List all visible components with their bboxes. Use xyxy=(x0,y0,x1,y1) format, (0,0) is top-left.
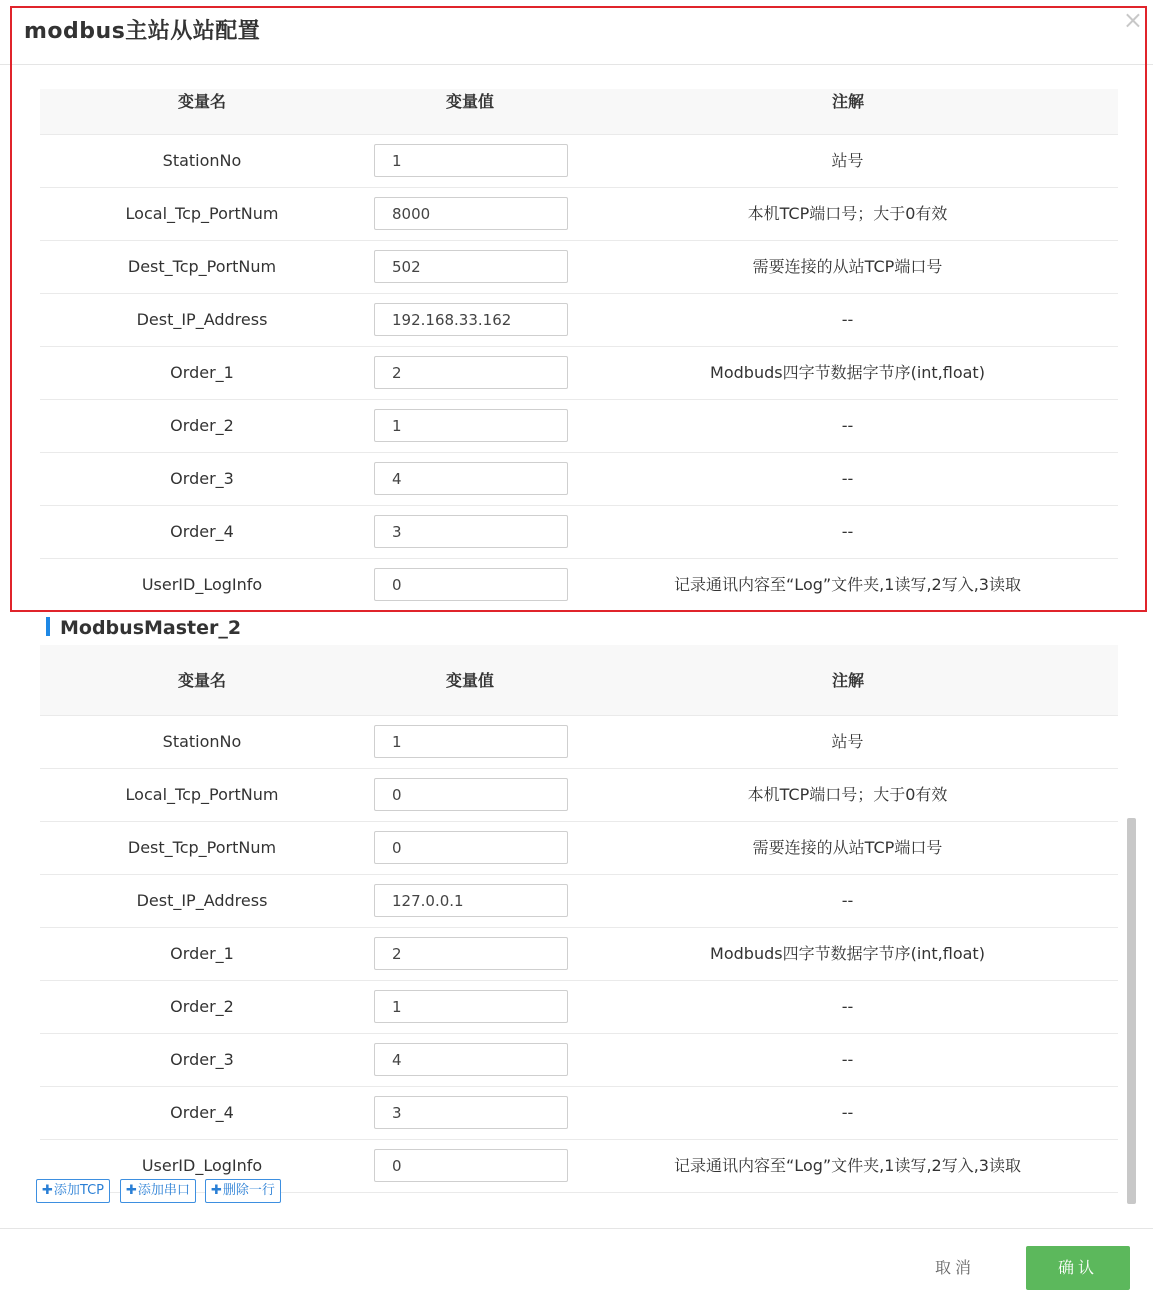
table-row xyxy=(40,928,1118,981)
table-row xyxy=(40,822,1118,875)
variable-value-input[interactable] xyxy=(374,144,568,177)
variable-value-input[interactable] xyxy=(374,515,568,548)
table-row xyxy=(40,1034,1118,1087)
table-row xyxy=(40,1140,1118,1193)
variable-value-input[interactable] xyxy=(374,831,568,864)
variable-name: Order_4 xyxy=(170,522,234,541)
dialog-title: modbus主站从站配置 xyxy=(24,19,261,44)
variable-note: 站号 xyxy=(831,732,864,751)
variable-name: Order_2 xyxy=(170,997,234,1016)
variable-name: StationNo xyxy=(162,732,242,751)
variable-name: Dest_IP_Address xyxy=(136,310,268,329)
variable-value-input[interactable] xyxy=(374,778,568,811)
variable-note: Modbuds四字节数据字节序(int,float) xyxy=(710,944,985,963)
section2-title-text: ModbusMaster_2 xyxy=(60,617,242,639)
section1-rows xyxy=(40,135,1118,612)
variable-note: 本机TCP端口号；大于0有效 xyxy=(747,204,948,223)
confirm-button[interactable]: 确认 xyxy=(1026,1246,1130,1290)
table-row xyxy=(40,769,1118,822)
plus-icon: ✚ xyxy=(126,1183,137,1198)
table-row xyxy=(40,294,1118,347)
header-note: 注解 xyxy=(832,92,865,111)
variable-value-input[interactable] xyxy=(374,568,568,601)
table-row xyxy=(40,559,1118,612)
variable-name: StationNo xyxy=(162,151,242,170)
variable-value-input[interactable] xyxy=(374,1149,568,1182)
variable-note: -- xyxy=(841,469,854,488)
variable-note: -- xyxy=(841,416,854,435)
add-tcp-label: 添加TCP xyxy=(53,1183,105,1198)
variable-name: UserID_LogInfo xyxy=(141,575,263,594)
variable-note: Modbuds四字节数据字节序(int,float) xyxy=(710,363,985,382)
section2-rows xyxy=(40,716,1118,1193)
variable-note: 站号 xyxy=(831,151,864,170)
table-row xyxy=(40,981,1118,1034)
variable-value-input[interactable] xyxy=(374,884,568,917)
header-name: 变量名 xyxy=(178,92,227,111)
variable-value-input[interactable] xyxy=(374,462,568,495)
variable-note: 记录通讯内容至“Log”文件夹,1读写,2写入,3读取 xyxy=(674,1156,1021,1175)
table-row xyxy=(40,716,1118,769)
table-row xyxy=(40,506,1118,559)
add-serial-button[interactable] xyxy=(120,1179,196,1203)
variable-name: Order_1 xyxy=(170,944,234,963)
plus-icon: ✚ xyxy=(211,1183,222,1198)
variable-value-input[interactable] xyxy=(374,303,568,336)
table-row xyxy=(40,400,1118,453)
header-note: 注解 xyxy=(832,671,865,690)
variable-note: 需要连接的从站TCP端口号 xyxy=(752,838,943,857)
variable-note: -- xyxy=(841,310,854,329)
plus-icon: ✚ xyxy=(42,1183,53,1198)
table-row xyxy=(40,135,1118,188)
delete-row-button[interactable] xyxy=(205,1179,281,1203)
variable-name: Dest_Tcp_PortNum xyxy=(127,257,277,276)
header-value: 变量值 xyxy=(446,671,495,690)
variable-name: Dest_IP_Address xyxy=(136,891,268,910)
table-row xyxy=(40,875,1118,928)
variable-name: Order_2 xyxy=(170,416,234,435)
variable-name: Local_Tcp_PortNum xyxy=(125,204,279,223)
delete-row-label: 删除一行 xyxy=(222,1183,275,1198)
table-row xyxy=(40,188,1118,241)
cancel-button[interactable]: 取消 xyxy=(934,1258,975,1277)
variable-note: 记录通讯内容至“Log”文件夹,1读写,2写入,3读取 xyxy=(674,575,1021,594)
section2-title xyxy=(46,617,241,639)
header-name: 变量名 xyxy=(178,671,227,690)
dialog-header xyxy=(0,0,1153,65)
variable-name: Order_4 xyxy=(170,1103,234,1122)
variable-name: Order_3 xyxy=(170,1050,234,1069)
table-row xyxy=(40,1087,1118,1140)
section1-table xyxy=(40,89,1118,612)
variable-name: Order_3 xyxy=(170,469,234,488)
add-serial-label: 添加串口 xyxy=(137,1183,190,1198)
section2-table xyxy=(40,645,1118,1193)
table-row xyxy=(40,347,1118,400)
variable-value-input[interactable] xyxy=(374,725,568,758)
vertical-scrollbar[interactable] xyxy=(1127,818,1136,1204)
variable-value-input[interactable] xyxy=(374,197,568,230)
variable-name: Order_1 xyxy=(170,363,234,382)
variable-value-input[interactable] xyxy=(374,990,568,1023)
variable-note: -- xyxy=(841,997,854,1016)
close-icon[interactable]: × xyxy=(1122,6,1143,34)
table-row xyxy=(40,241,1118,294)
variable-name: Dest_Tcp_PortNum xyxy=(127,838,277,857)
variable-value-input[interactable] xyxy=(374,409,568,442)
variable-note: -- xyxy=(841,522,854,541)
variable-note: 需要连接的从站TCP端口号 xyxy=(752,257,943,276)
variable-name: Local_Tcp_PortNum xyxy=(125,785,279,804)
header-value: 变量值 xyxy=(446,92,495,111)
table-header xyxy=(40,645,1118,716)
add-tcp-button[interactable] xyxy=(36,1179,110,1203)
variable-note: -- xyxy=(841,1050,854,1069)
variable-value-input[interactable] xyxy=(374,356,568,389)
variable-value-input[interactable] xyxy=(374,1043,568,1076)
variable-value-input[interactable] xyxy=(374,250,568,283)
variable-value-input[interactable] xyxy=(374,937,568,970)
variable-note: 本机TCP端口号；大于0有效 xyxy=(747,785,948,804)
variable-note: -- xyxy=(841,891,854,910)
variable-name: UserID_LogInfo xyxy=(141,1156,263,1175)
table-header xyxy=(40,89,1118,135)
section-title-bar xyxy=(46,617,50,636)
variable-value-input[interactable] xyxy=(374,1096,568,1129)
table-row xyxy=(40,453,1118,506)
variable-note: -- xyxy=(841,1103,854,1122)
